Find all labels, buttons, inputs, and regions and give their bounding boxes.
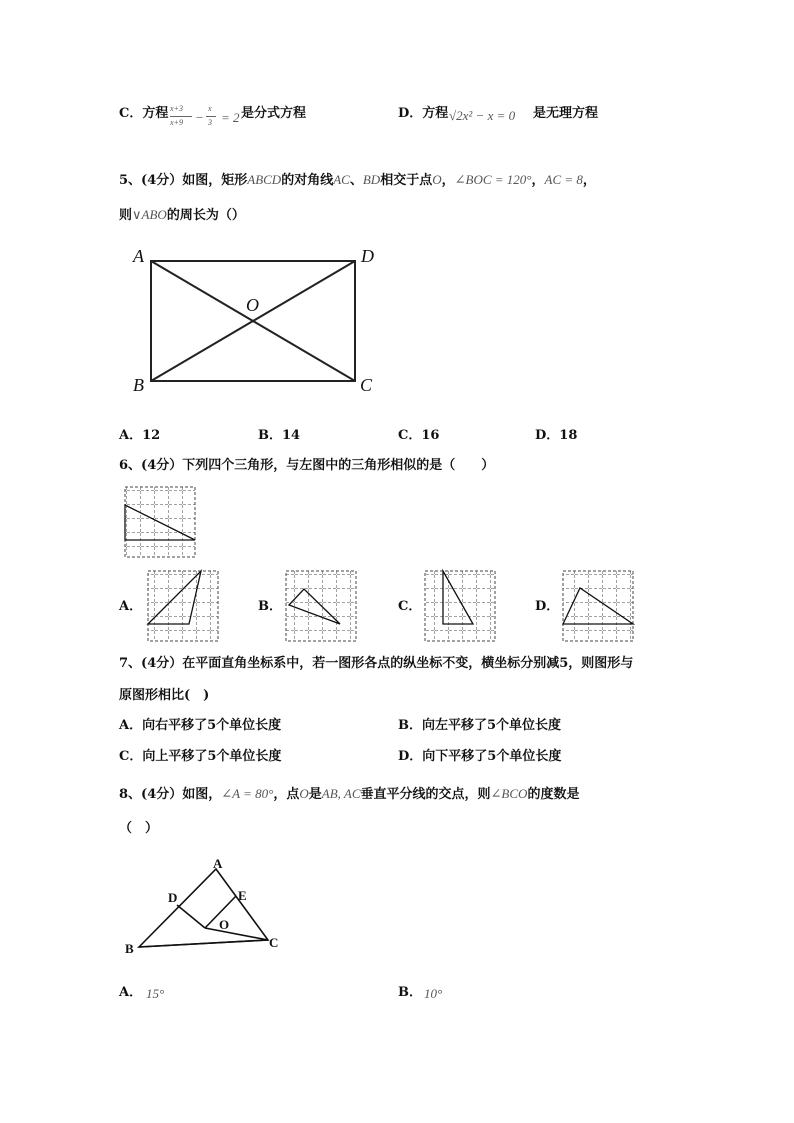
q5-stem-mid2: 相交于点 <box>380 173 433 188</box>
q5-comma: ， <box>441 173 455 188</box>
q8-angle-bco: ∠BCO <box>490 786 528 801</box>
q7-stem-line2: 原图形相比( ) <box>119 688 210 703</box>
q5-line2-suffix: 的周长为（） <box>166 208 245 223</box>
q8-stem-mid2: 是 <box>308 787 322 802</box>
q5-option-d: D．18 <box>535 428 578 443</box>
q4-option-d-expr: √2x² − x = 0 <box>449 108 516 123</box>
q4-option-c-suffix: 是分式方程 <box>241 106 307 121</box>
q5-label-a: A <box>133 246 144 266</box>
q8-label-e: E <box>238 888 247 903</box>
q8-stem-line2: （ ） <box>119 821 159 836</box>
q8-label-a: A <box>213 856 223 871</box>
q5-o: O <box>432 172 442 187</box>
q5-sep: 、 <box>349 173 363 188</box>
q7-option-a: A．向右平移了5个单位长度 <box>119 718 282 733</box>
q8-label-b: B <box>125 941 134 956</box>
q5-stem-mid: 的对角线 <box>281 173 334 188</box>
q4-option-d-label: D．方程 <box>398 106 449 121</box>
q5-option-a: A．12 <box>119 428 161 443</box>
q6-option-b-label: B． <box>258 599 282 614</box>
q6-option-a-label: A． <box>119 599 143 614</box>
q4-frac1-den: x+9 <box>170 118 183 127</box>
q4-option-c-label: C．方程 <box>119 106 169 121</box>
q5-label-c: C <box>360 375 373 395</box>
q4-frac2-num: x <box>208 104 212 113</box>
q5-option-c: C．16 <box>398 428 440 443</box>
q8-triangle-abc <box>139 869 268 947</box>
q7-option-b: B．向左平移了5个单位长度 <box>398 718 562 733</box>
q8-option-b-label: B． <box>398 985 422 1000</box>
q8-stem-mid3: 垂直平分线的交点，则 <box>360 787 491 802</box>
q5-comma2: ， <box>531 173 545 188</box>
q5-abcd: ABCD <box>247 172 282 187</box>
q7-stem-line1: 7、(4分）在平面直角坐标系中，若一图形各点的纵坐标不变，横坐标分别减5，则图形与 <box>119 656 634 671</box>
q8-stem-mid: ，点 <box>273 787 300 802</box>
q8-o: O <box>299 786 309 801</box>
q7-option-c: C．向上平移了5个单位长度 <box>119 749 282 764</box>
q4-frac2-den: 3 <box>208 118 212 127</box>
q8-stem-end: 的度数是 <box>527 787 580 802</box>
q8-option-a-label: A． <box>119 985 143 1000</box>
q6-stem: 6、(4分）下列四个三角形，与左图中的三角形相似的是（ ） <box>119 458 495 473</box>
q6-option-d-label: D． <box>535 599 560 614</box>
q8-option-a-value: 15° <box>146 986 165 1001</box>
q8-angle-a: ∠A = 80° <box>221 786 274 801</box>
q8-stem-prefix: 8、(4分）如图， <box>119 787 222 802</box>
q5-stem-prefix: 5、(4分）如图，矩形 <box>119 173 248 188</box>
q8-segments: AB, AC <box>321 786 361 801</box>
q8-option-b-value: 10° <box>424 986 443 1001</box>
q5-bd: BD <box>362 172 381 187</box>
q4-option-d-suffix: 是无理方程 <box>533 106 599 121</box>
q8-label-d: D <box>168 890 178 905</box>
q5-angle: ∠BOC = 120° <box>454 172 532 187</box>
q8-segment-bc <box>139 940 268 947</box>
q8-perp-d <box>177 905 205 928</box>
q5-option-b: B．14 <box>258 428 301 443</box>
q5-label-o: O <box>246 295 259 315</box>
q5-line2-prefix: 则 <box>119 208 133 223</box>
q5-label-b: B <box>133 375 144 395</box>
q4-equals: = 2 <box>221 110 240 125</box>
q4-frac1-num: x+3 <box>170 104 183 113</box>
q5-label-d: D <box>361 246 374 266</box>
q6-option-c-label: C． <box>398 599 422 614</box>
q8-label-o: O <box>219 917 230 932</box>
q5-ac8: AC = 8 <box>544 172 583 187</box>
q8-segment-oc <box>205 928 268 940</box>
q5-ac: AC <box>333 172 350 187</box>
q5-triangle: ∨ABO <box>132 207 167 222</box>
q8-label-c: C <box>269 935 279 950</box>
q5-end: ， <box>582 173 596 188</box>
q4-minus: − <box>195 110 204 125</box>
q7-option-d: D．向下平移了5个单位长度 <box>398 749 562 764</box>
